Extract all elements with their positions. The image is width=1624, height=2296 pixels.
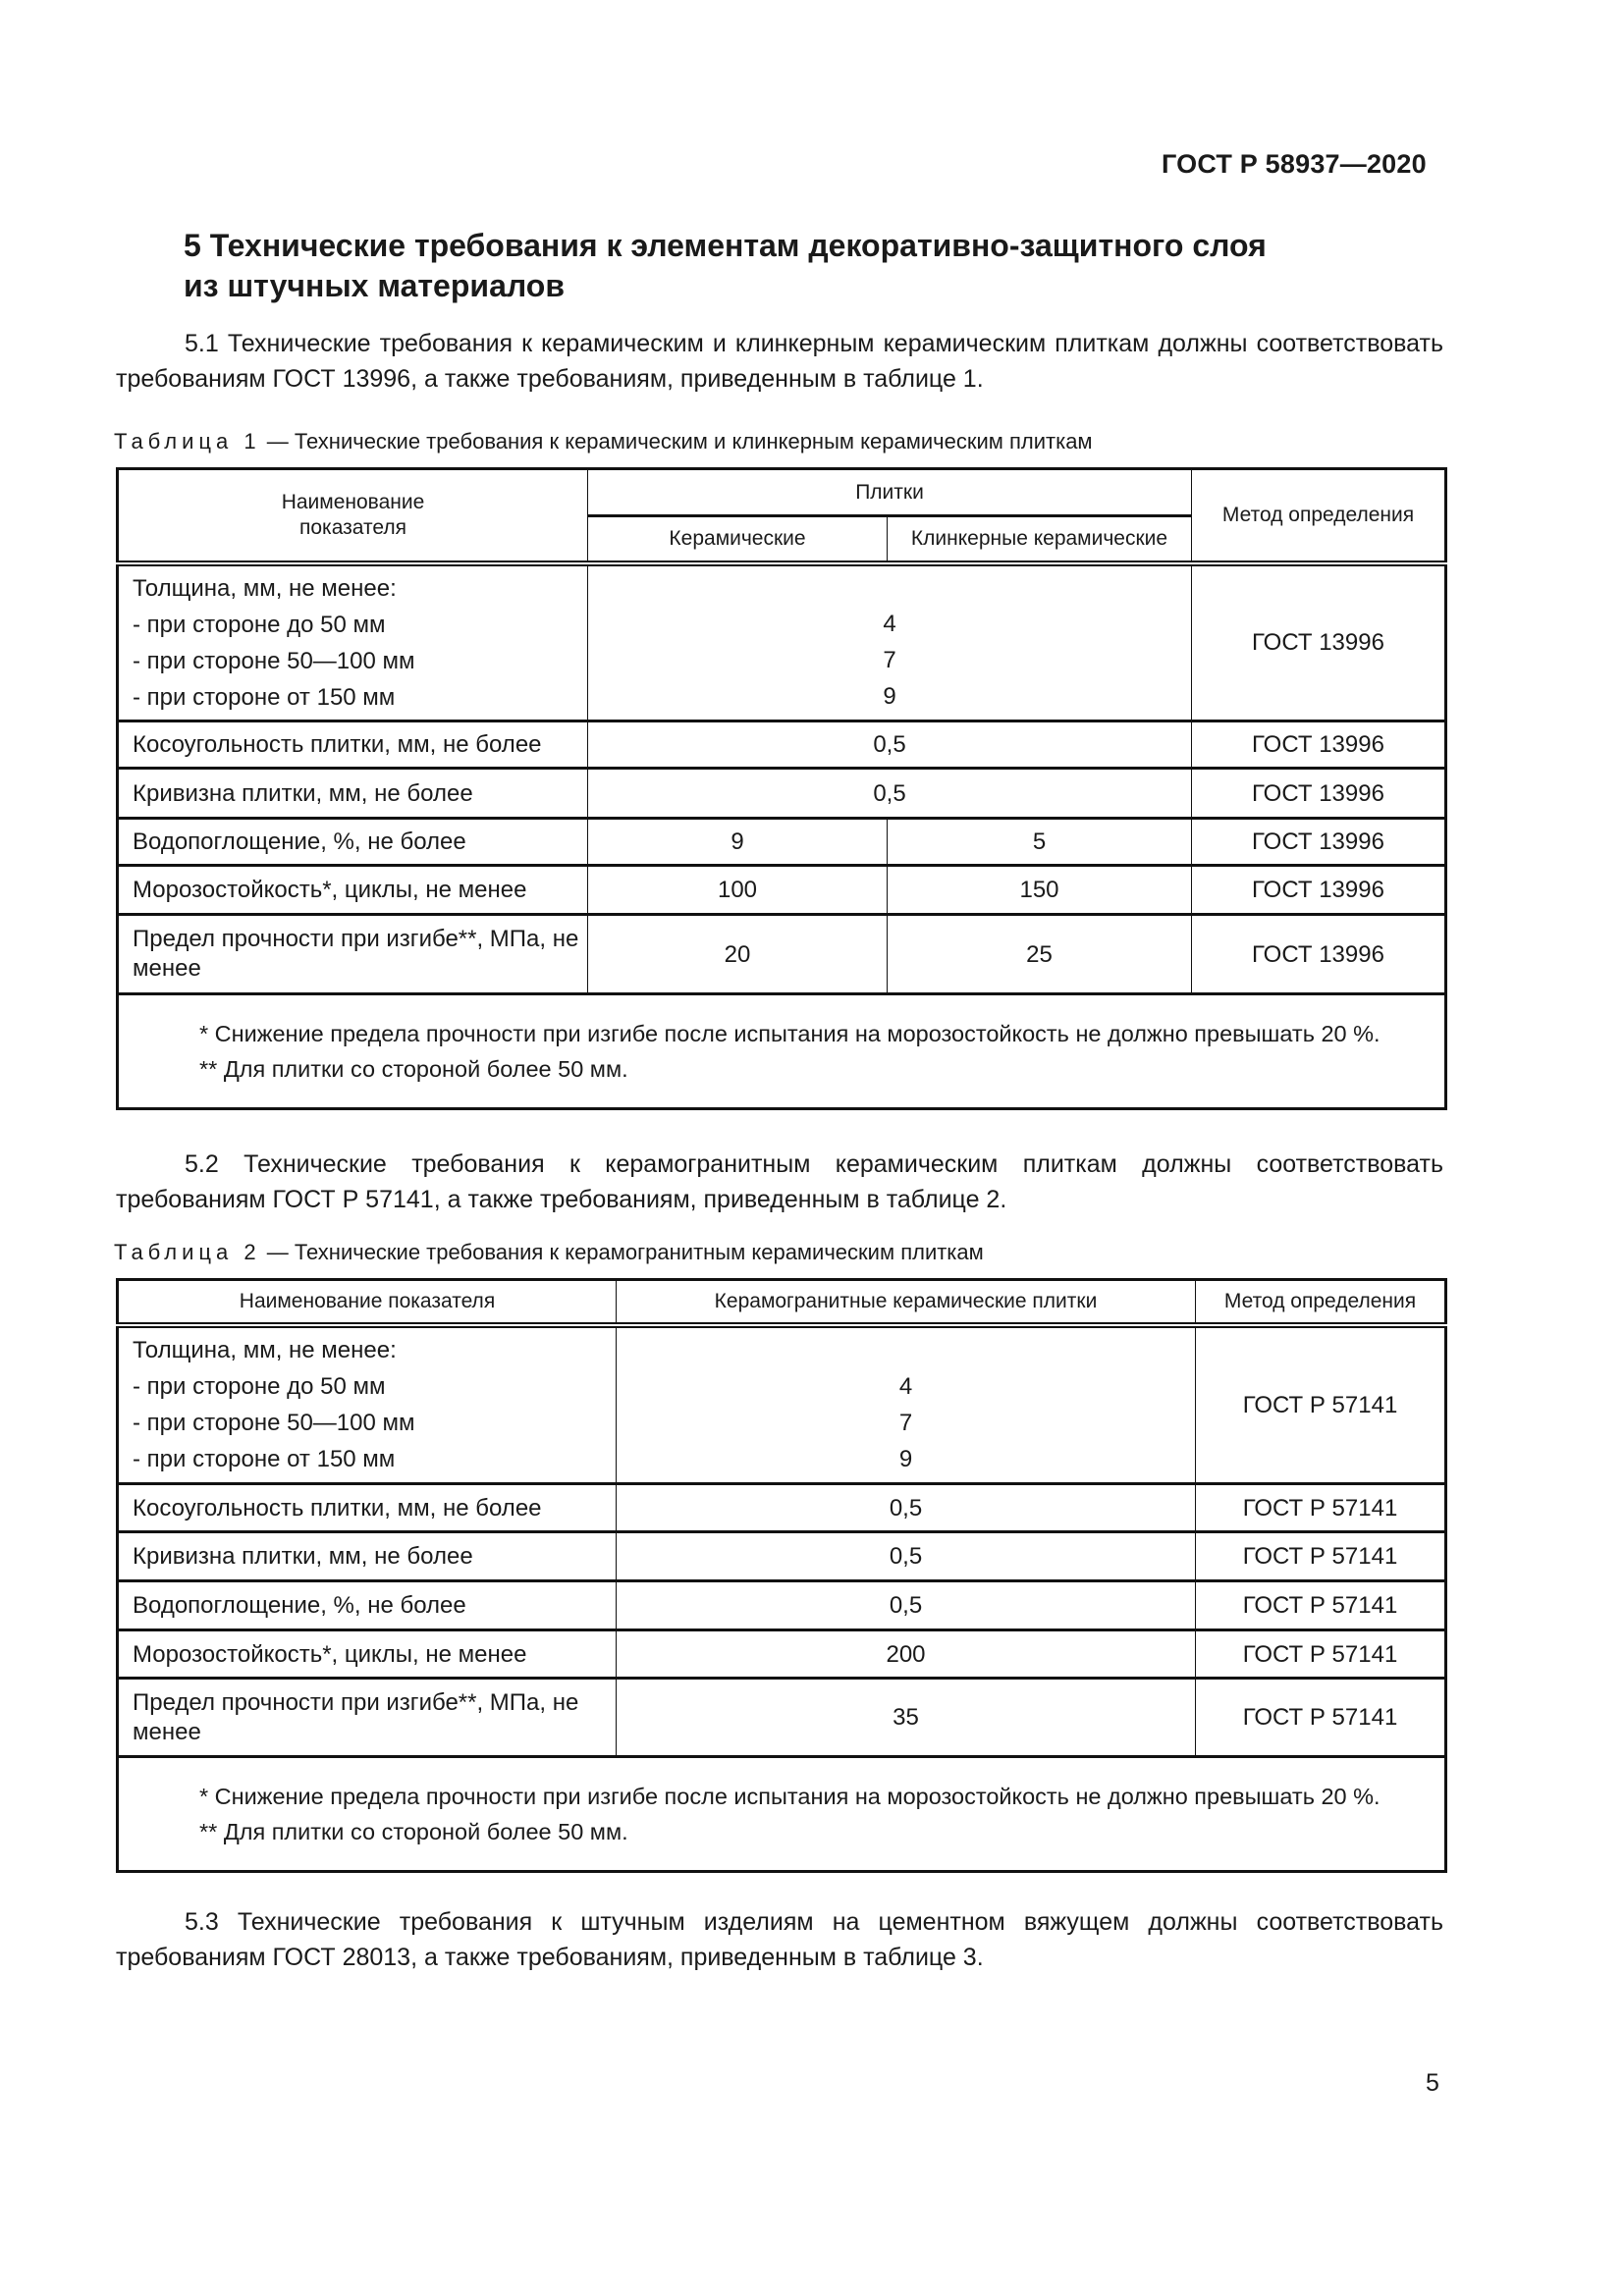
table-2 xyxy=(116,1278,1447,1873)
table-row xyxy=(118,1325,1446,1484)
table1-cell-ceramic: 9 xyxy=(588,819,888,866)
table1-cell-method: ГОСТ 13996 xyxy=(1192,915,1446,994)
table1-cell-value: 0,5 xyxy=(588,769,1192,819)
table1-cell-clinker: 150 xyxy=(888,866,1192,915)
table2-cell-name: Морозостойкость*, циклы, не менее xyxy=(118,1630,617,1679)
table-row xyxy=(118,1581,1446,1630)
table2-header-name: Наименование показателя xyxy=(118,1280,617,1325)
table2-cell-value: 35 xyxy=(617,1679,1196,1757)
table-1 xyxy=(116,467,1447,1110)
table1-header-name: Наименование показателя xyxy=(118,469,588,563)
table1-cell-ceramic: 100 xyxy=(588,866,888,915)
table1-cell-name: Косоугольность плитки, мм, не более xyxy=(118,721,588,769)
table-row xyxy=(118,721,1446,769)
table1-header-method: Метод определения xyxy=(1192,469,1446,563)
table-row xyxy=(118,563,1446,721)
table-row xyxy=(118,915,1446,994)
table1-cell-method: ГОСТ 13996 xyxy=(1192,769,1446,819)
table2-note-2: ** Для плитки со стороной более 50 мм. xyxy=(199,1819,628,1844)
table1-cell-clinker: 25 xyxy=(888,915,1192,994)
table2-cell-method: ГОСТ Р 57141 xyxy=(1196,1630,1446,1679)
table1-cell-name: Предел прочности при изгибе**, МПа, не менее xyxy=(118,915,588,994)
table1-notes xyxy=(118,994,1446,1109)
table2-cell-value: 0,5 xyxy=(617,1484,1196,1532)
table1-thickness-method: ГОСТ 13996 xyxy=(1192,563,1446,721)
paragraph-5-2-text: 5.2 Технические требования к керамогранитным керамическим плиткам должны соответствовать требованиям ГОСТ Р 57141, а также требованиям, приведенным в таблице 2. xyxy=(116,1150,1443,1213)
paragraph-5-1 xyxy=(116,326,1443,397)
paragraph-5-2 xyxy=(116,1147,1443,1217)
table2-thickness-name: Толщина, мм, не менее: - при стороне до 50 мм - при стороне 50—100 мм - при стороне от 150 мм xyxy=(118,1325,617,1484)
section-heading-line1: 5 Технические требования к элементам декоративно-защитного слоя xyxy=(184,228,1267,263)
table1-cell-method: ГОСТ 13996 xyxy=(1192,721,1446,769)
table2-cell-method: ГОСТ Р 57141 xyxy=(1196,1532,1446,1581)
table1-caption xyxy=(114,428,1093,455)
table1-notes-row xyxy=(118,994,1446,1109)
table-row xyxy=(118,1679,1446,1757)
table2-caption-text: — Технические требования к керамогранитным керамическим плиткам xyxy=(260,1240,984,1264)
table1-cell-method: ГОСТ 13996 xyxy=(1192,866,1446,915)
table1-cell-value: 0,5 xyxy=(588,721,1192,769)
table2-cell-name: Кривизна плитки, мм, не более xyxy=(118,1532,617,1581)
table2-cell-value: 0,5 xyxy=(617,1532,1196,1581)
table1-note-1: * Снижение предела прочности при изгибе после испытания на морозостойкость не должно превышать 20 %. xyxy=(199,1021,1380,1046)
table2-header-method: Метод определения xyxy=(1196,1280,1446,1325)
section-heading xyxy=(184,226,1411,306)
table2-cell-name: Косоугольность плитки, мм, не более xyxy=(118,1484,617,1532)
table2-caption xyxy=(114,1239,984,1266)
paragraph-5-3-text: 5.3 Технические требования к штучным изделиям на цементном вяжущем должны соответствовать требованиям ГОСТ 28013, а также требованиям, приведенным в таблице 3. xyxy=(116,1908,1443,1971)
paragraph-5-1-text: 5.1 Технические требования к керамическим и клинкерным керамическим плиткам должны соответствовать требованиям ГОСТ 13996, а также требованиям, приведенным в таблице 1. xyxy=(116,330,1443,393)
document-code: ГОСТ Р 58937—2020 xyxy=(1162,149,1427,179)
table1-header-ceramic: Керамические xyxy=(588,516,888,563)
table1-header-clinker: Клинкерные керамические xyxy=(888,516,1192,563)
table-row xyxy=(118,866,1446,915)
table1-cell-name: Морозостойкость*, циклы, не менее xyxy=(118,866,588,915)
table2-note-1: * Снижение предела прочности при изгибе после испытания на морозостойкость не должно превышать 20 %. xyxy=(199,1784,1380,1809)
table2-header-value: Керамогранитные керамические плитки xyxy=(617,1280,1196,1325)
table-row xyxy=(118,1630,1446,1679)
table-row xyxy=(118,1484,1446,1532)
table1-cell-clinker: 5 xyxy=(888,819,1192,866)
paragraph-5-3 xyxy=(116,1904,1443,1975)
table1-note-2: ** Для плитки со стороной более 50 мм. xyxy=(199,1056,628,1082)
section-heading-line2: из штучных материалов xyxy=(184,268,565,303)
table2-cell-name: Предел прочности при изгибе**, МПа, не менее xyxy=(118,1679,617,1757)
table-row xyxy=(118,819,1446,866)
table2-notes-row xyxy=(118,1757,1446,1872)
table1-caption-prefix: Таблица 1 xyxy=(114,429,261,454)
table2-notes xyxy=(118,1757,1446,1872)
table1-thickness-values: 4 7 9 xyxy=(588,563,1192,721)
table2-cell-name: Водопоглощение, %, не более xyxy=(118,1581,617,1630)
page-number: 5 xyxy=(1426,2069,1439,2097)
table2-thickness-method: ГОСТ Р 57141 xyxy=(1196,1325,1446,1484)
table2-thickness-values: 4 7 9 xyxy=(617,1325,1196,1484)
table1-cell-name: Кривизна плитки, мм, не более xyxy=(118,769,588,819)
table2-cell-value: 0,5 xyxy=(617,1581,1196,1630)
table1-caption-text: — Технические требования к керамическим и клинкерным керамическим плиткам xyxy=(260,429,1093,454)
table2-cell-method: ГОСТ Р 57141 xyxy=(1196,1679,1446,1757)
table-row xyxy=(118,769,1446,819)
table2-caption-prefix: Таблица 2 xyxy=(114,1240,261,1264)
table2-cell-method: ГОСТ Р 57141 xyxy=(1196,1581,1446,1630)
table1-header-group: Плитки xyxy=(588,469,1192,516)
table1-cell-method: ГОСТ 13996 xyxy=(1192,819,1446,866)
table1-cell-name: Водопоглощение, %, не более xyxy=(118,819,588,866)
table-row xyxy=(118,1532,1446,1581)
table2-cell-method: ГОСТ Р 57141 xyxy=(1196,1484,1446,1532)
table2-cell-value: 200 xyxy=(617,1630,1196,1679)
table1-thickness-name: Толщина, мм, не менее: - при стороне до 50 мм - при стороне 50—100 мм - при стороне от 150 мм xyxy=(118,563,588,721)
table1-cell-ceramic: 20 xyxy=(588,915,888,994)
